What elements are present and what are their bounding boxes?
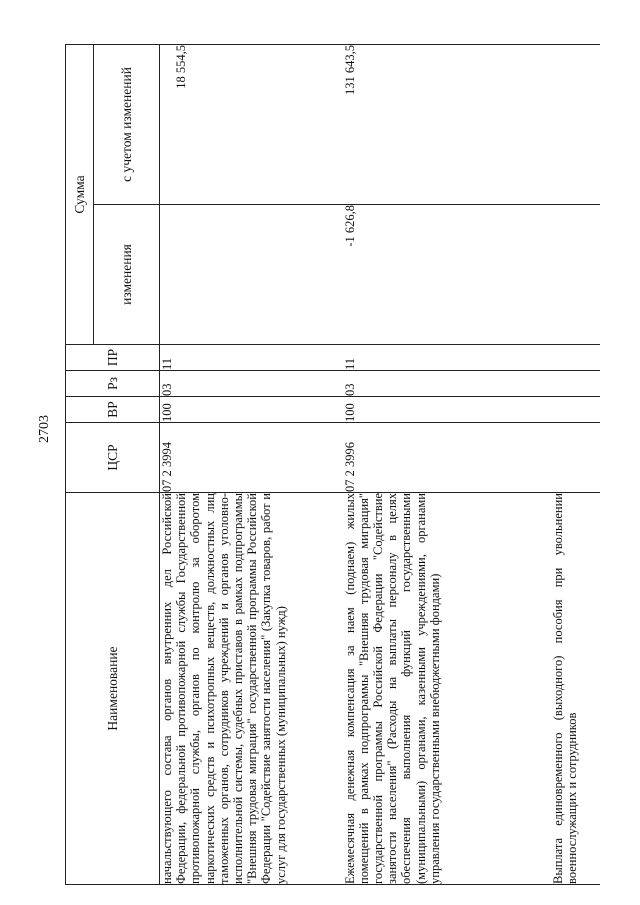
row-2-change: -1 626,8 xyxy=(343,205,551,345)
row-2-name: Ежемесячная денежная компенсация за наем (поднаем) жилых помещений в рамках подпрограммы "Внешняя трудовая миграция" государственной программы Российской Федерации "Содействие занятости населения" (Расходы на выплаты персоналу в целях обеспечения выполнения функций государственными (муниципальными) органами, казенными учреждениями, органами управления государственными внебюджетными фондами) xyxy=(343,493,551,885)
row-1-csr: 07 2 3994 xyxy=(160,423,343,493)
row-3-vr xyxy=(551,397,601,423)
header-change: изменения xyxy=(94,205,160,345)
row-2-pr: 11 xyxy=(343,345,551,371)
row-1-total: 18 554,5 xyxy=(160,44,343,204)
budget-table xyxy=(65,44,600,885)
row-1-rz: 03 xyxy=(160,371,343,397)
row-3-change xyxy=(551,205,601,345)
row-3-name: Выплата единовременного (выходного) пособия при увольнении военнослужащих и сотрудников xyxy=(551,493,601,885)
header-csr: ЦСР xyxy=(66,423,160,493)
row-2-vr: 100 xyxy=(343,397,551,423)
header-name: Наименование xyxy=(66,493,160,885)
header-pr: ПР xyxy=(66,345,160,371)
row-1-change xyxy=(160,205,343,345)
row-1-vr: 100 xyxy=(160,397,343,423)
row-2-rz: 03 xyxy=(343,371,551,397)
row-3-pr xyxy=(551,345,601,371)
header-sum: Сумма xyxy=(66,44,94,344)
header-rz: Рз xyxy=(66,371,160,397)
row-3-rz xyxy=(551,371,601,397)
rotated-page xyxy=(37,44,600,885)
row-3-total xyxy=(551,44,601,204)
row-2-csr: 07 2 3996 xyxy=(343,423,551,493)
row-3-csr xyxy=(551,423,601,493)
row-2-total: 131 643,5 xyxy=(343,44,551,204)
row-1-pr: 11 xyxy=(160,345,343,371)
header-with-changes: с учетом изменений xyxy=(94,44,160,204)
row-1-name: начальствующего состава органов внутренних дел Российской Федерации, федеральной противопожарной службы Государственной противопожарной службы, органов по контролю за оборотом наркотических средств и психотропных веществ, должностных лиц таможенных органов, сотрудников учреждений и органов уголовно-исполнительной системы, судебных приставов в рамках подпрограммы "Внешняя трудовая миграция" государственной программы Российской Федерации "Содействие занятости населения" (Закупка товаров, работ и услуг для государственных (муниципальных) нужд) xyxy=(160,493,343,885)
header-vr: ВР xyxy=(66,397,160,423)
page-number: 2703 xyxy=(37,415,52,443)
